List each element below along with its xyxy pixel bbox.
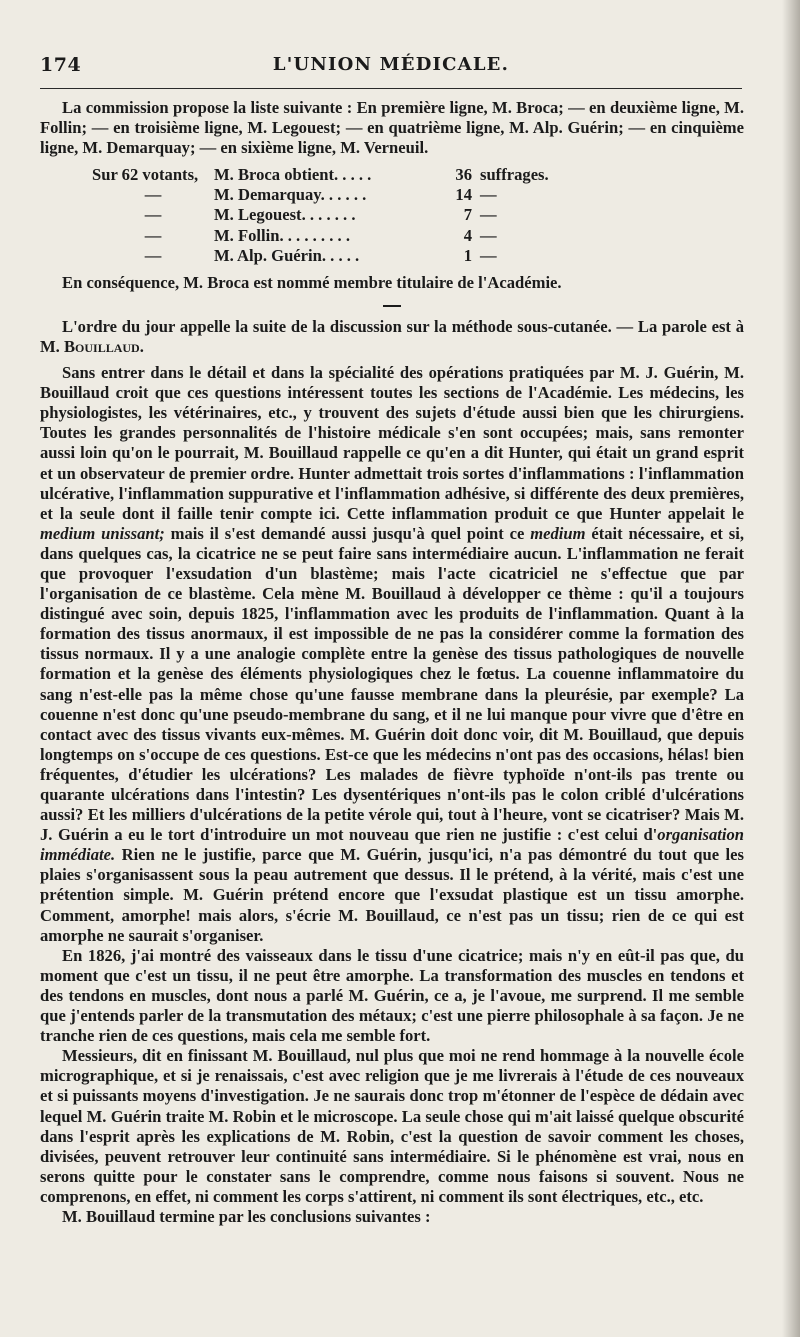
italic-term: organisation immédiate. [40,825,744,865]
candidate-name: M. Alp. Guérin. . . . . [214,245,360,265]
ditto-dash: — [144,225,162,245]
vote-row [92,246,600,266]
order-of-day-text: L'ordre du jour appelle la suite de la discussion sur la méthode sous-cutanée. — La parole est à M. [40,316,744,356]
body-paragraph [40,363,744,946]
ditto-dash: — [144,205,162,225]
page-number: 174 [40,54,82,76]
ditto-dash: — [144,245,162,265]
vote-row [92,185,600,205]
ditto-dash: — [144,185,162,205]
body-paragraph: M. Bouillaud termine par les conclusions suivantes : [62,1206,431,1226]
vote-count: 7 [463,205,472,225]
page-header [40,48,742,78]
paragraph-text: Sans entrer dans le détail et dans la spécialité des opérations pratiquées par M. J. Guérin, M. Bouillaud croit que ces questions intéressent toutes les sections de l'Académie. Les médecins, les physiologistes, les vétérinaires, etc., y trouvent des sujets d'étude aussi bien que les chirurgiens. Toutes les grandes personnalités de l'histoire médicale s'en sont occupées; mais, sans remonter aussi loin qu'on le pourrait, M. Bouillaud rappelle ce qu'en a dit Hunter, qui était un grand esprit et un observateur de premier ordre. Hunter admettait trois sortes d'inflammations : l'inflammation ulcérative, l'inflammation suppurative et l'inflammation adhésive, si différente des deux premières, et la seule dont il faille tenir compte ici. Cette inflammation produit ce que Hunter appelait le [40,363,744,523]
vote-count: 36 [455,165,472,185]
vote-count: 14 [455,185,472,205]
vote-row [92,226,600,246]
paragraph-text: mais il s'est demandé aussi jusqu'à quel point ce [170,523,525,543]
section-separator [383,305,401,307]
vote-count: 4 [463,225,472,245]
candidate-name: M. Legouest. . . . . . . [214,205,356,225]
speaker-name: Bouillaud. [63,336,144,356]
commission-proposal: La commission propose la liste suivante : En première ligne, M. Broca; — en deuxième ligne, M. Follin; — en troisième ligne, M. Legouest; — en quatrième ligne, M. Alp. Guérin; — en cinquième ligne, M. Demarquay; — en sixième ligne, M. Verneuil. [40,98,744,158]
italic-term: medium [530,523,586,543]
header-rule [40,88,742,89]
article-body [40,98,744,1227]
candidate-name: M. Demarquay. . . . . . [214,185,367,205]
candidate-name: M. Follin. . . . . . . . . [214,225,350,245]
vote-results-table [92,165,600,265]
vote-unit: suffrages. [480,165,549,185]
italic-term: medium unissant; [40,523,165,543]
body-paragraph: Messieurs, dit en finissant M. Bouillaud, nul plus que moi ne rend hommage à la nouvelle école micrographique, et si je renaissais, c'est avec religion que je me livrerais à l'étude de ces nouveaux et si puissants moyens d'investigation. Je ne saurais donc trop m'étonner de l'espèce de dédain avec lequel M. Guérin traite M. Robin et le microscope. La seule chose qui m'ait laissé quelque obscurité dans l'esprit après les explications de M. Robin, c'est la question de savoir comment les choses, divisées, peuvent retrouver leur continuité sans intermédiaire. Si le phénomène est vrai, nous en serons quitte pour le constater sans le comprendre, comme nous faisons si souvent. Nous ne comprenons, en effet, ni comment les corps s'attirent, ni comment ils sont électriques, etc., etc. [40,1046,744,1206]
paragraph-text: Rien ne le justifie, parce que M. Guérin, jusqu'ici, n'a pas démontré du tout que les plaies s'organisassent sous la peau autrement que dessus. Il le prétend, à la vérité, mais c'est une prétention simple. M. Guérin prétend encore que l'exsudat plastique est un tissu amorphe. Comment, amorphe! mais alors, s'écrie M. Bouillaud, ce n'est pas un tissu; rien de ce qui est amorphe ne saurait s'organiser. [40,845,744,945]
paragraph-text: était nécessaire, et si, dans quelques cas, la cicatrice ne se peut faire sans intermédiaire aucun. L'inflammation ne ferait que provoquer l'exsudation d'un blastème; mais l'acte cicatriciel ne s'effectue que par l'organisation de ce blastème. Cela mène M. Bouillaud à développer ce thème : qu'il a toujours distingué avec soin, depuis 1825, l'inflammation avec les produits de l'inflammation. Quant à la formation des tissus anormaux, il est impossible de ne pas la considérer comme la formation des tissus normaux. Il y a une analogie complète entre la genèse des tissus pathologiques de nouvelle formation et la genèse des éléments physiologiques chez le fœtus. La couenne inflammatoire du sang n'est-elle pas la même chose qu'une fausse membrane dans la pleurésie, par exemple? La couenne n'est donc qu'une pseudo-membrane du sang, et il ne lui manque pour vivre que d'être en contact avec des tissus vivants eux-mêmes. M. Guérin doit donc voir, dit M. Bouillaud, que depuis longtemps on s'occupe de ces questions. Est-ce que les médecins n'ont pas des occasions, hélas! bien fréquentes, d'étudier les ulcérations? Les malades de fièvre typhoïde n'ont-ils pas trente ou quarante ulcérations dans l'intestin? Les dysentériques n'ont-ils pas le colon criblé d'ulcérations aussi? Et les milliers d'ulcérations de la petite vérole qui, tout à l'heure, vont se cicatriser? Mais M. J. Guérin a eu le tort d'introduire un mot nouveau que rien ne justifie : c'est celui d' [40,523,745,845]
vote-row [92,205,600,225]
order-of-day [40,317,744,357]
vote-row [92,165,600,185]
body-paragraph: En 1826, j'ai montré des vaisseaux dans le tissu d'une cicatrice; mais n'y en eût-il pas que, du moment que c'est un tissu, il ne peut être amorphe. La transformation des muscles en tendons et des tendons en muscles, dont nous a parlé M. Guérin, ce a, je l'avoue, me surprend. Il me semble que j'entends parler de la transmutation des métaux; c'est une pierre philosophale à sa façon. Je ne tranche rien de ces questions, mais cela me semble fort. [40,945,744,1046]
ditto-dash: — [480,205,497,225]
ditto-dash: — [480,185,497,205]
total-voters: Sur 62 votants, [92,165,199,185]
vote-count: 1 [463,245,472,265]
ditto-dash: — [480,225,497,245]
candidate-name: M. Broca obtient. . . . . [214,165,372,185]
running-title: L'UNION MÉDICALE. [272,54,510,75]
ditto-dash: — [480,245,497,265]
election-conclusion: En conséquence, M. Broca est nommé membre titulaire de l'Académie. [62,272,562,292]
